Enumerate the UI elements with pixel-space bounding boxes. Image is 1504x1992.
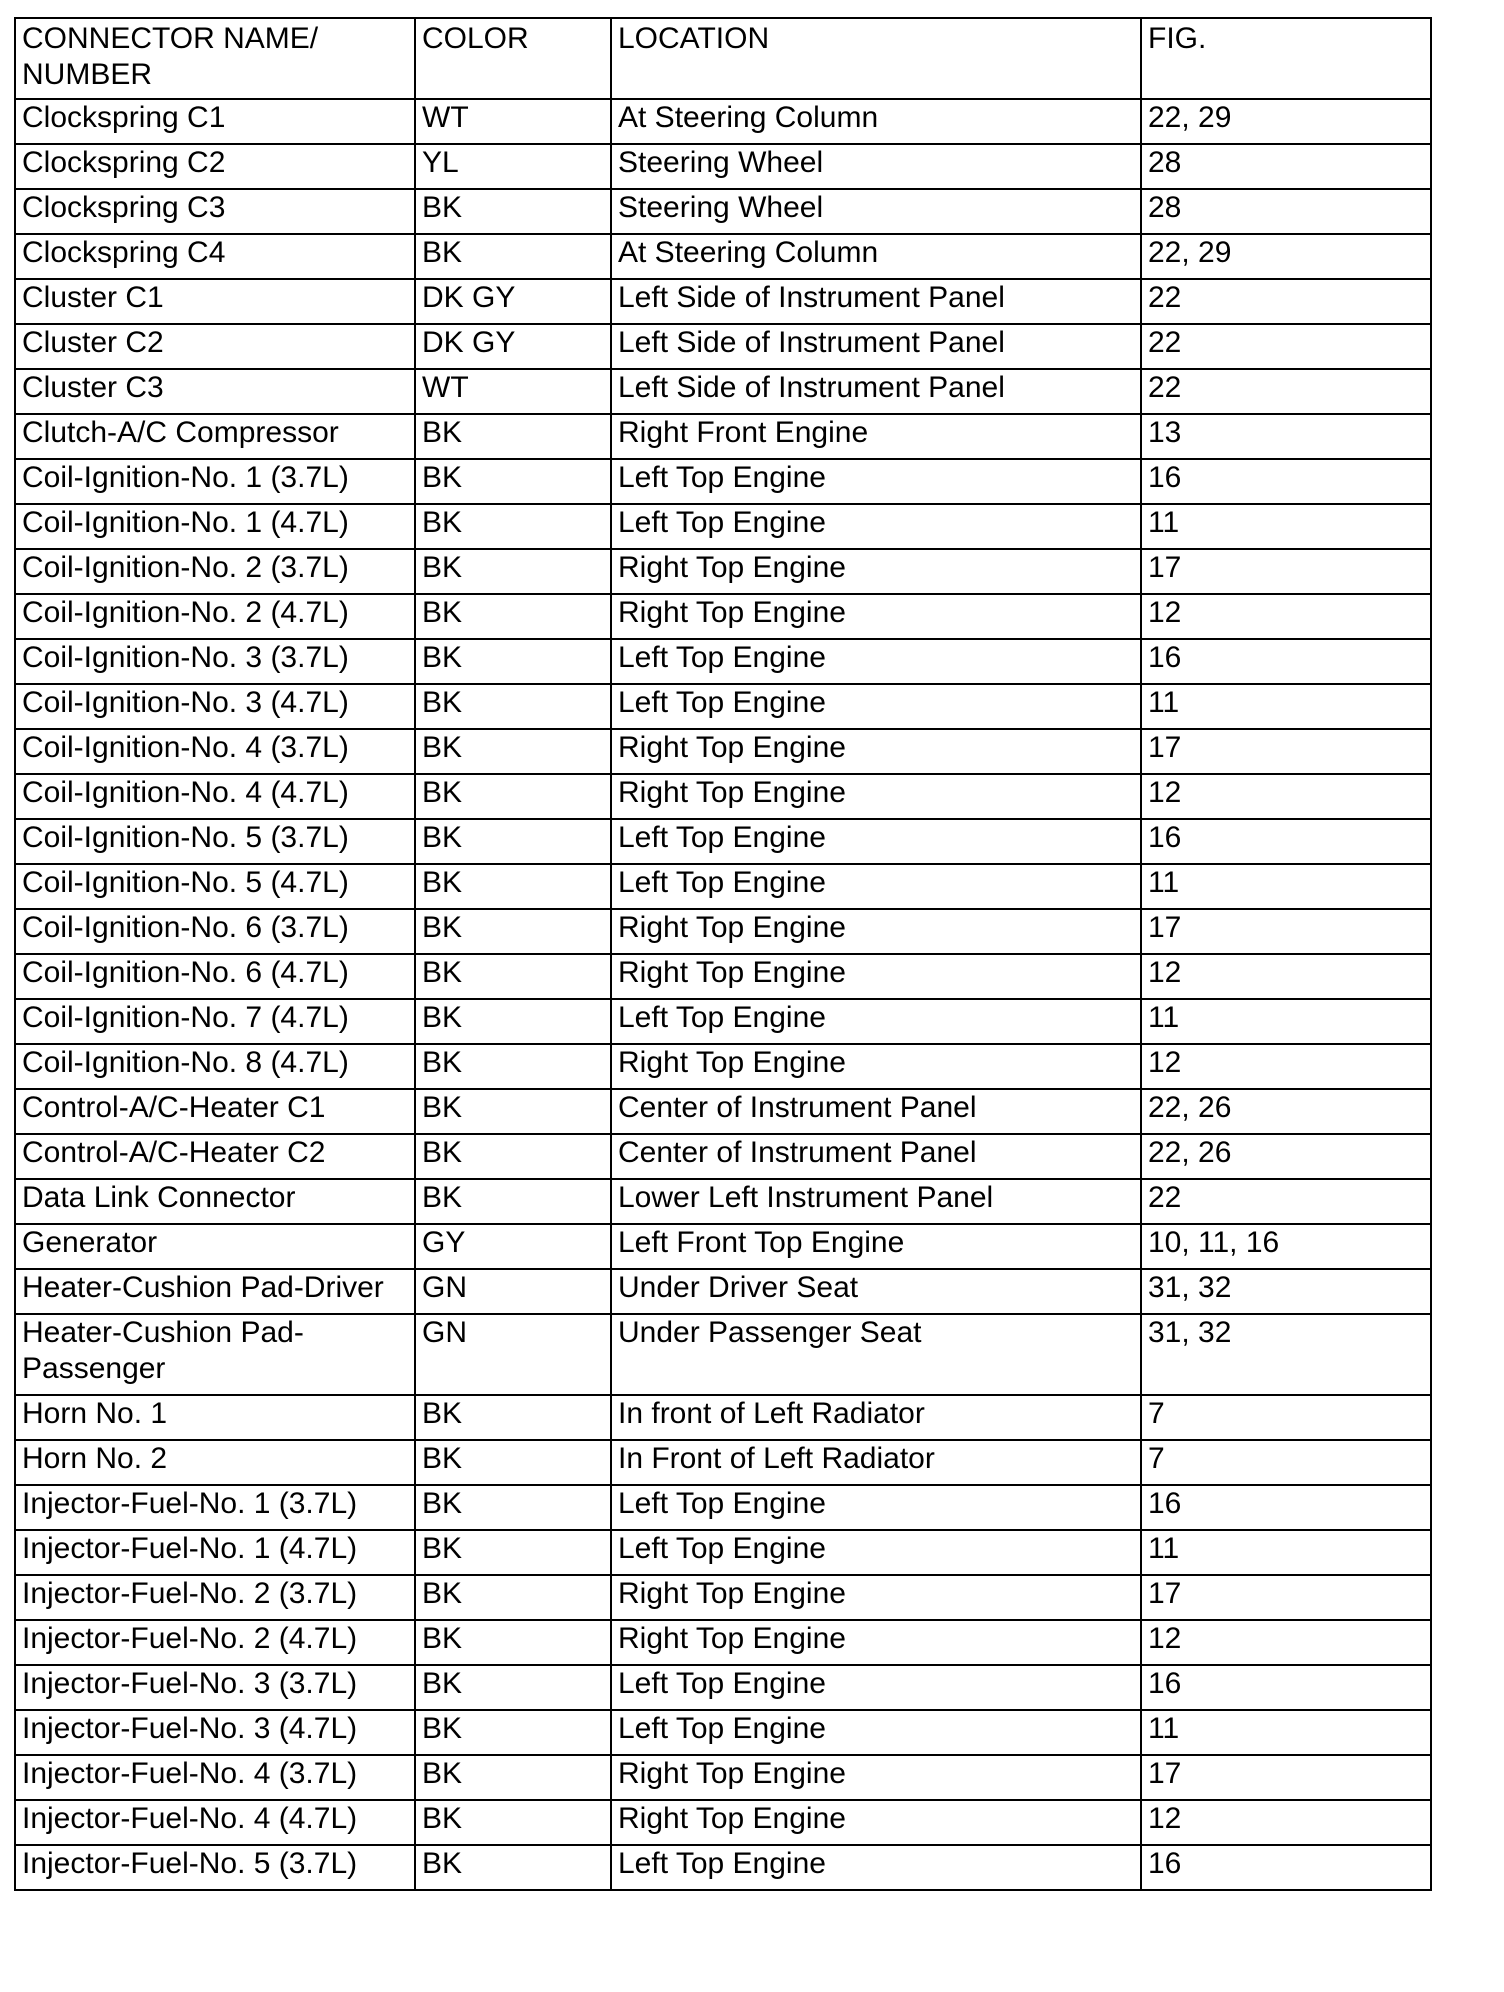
table-row: [15, 1485, 1431, 1530]
cell-fig: 12: [1141, 1800, 1431, 1845]
cell-connector-name: Horn No. 2: [15, 1440, 415, 1485]
cell-connector-name: Injector-Fuel-No. 3 (3.7L): [15, 1665, 415, 1710]
cell-connector-name: Horn No. 1: [15, 1395, 415, 1440]
table-row: [15, 1800, 1431, 1845]
table-row: [15, 414, 1431, 459]
table-row: [15, 234, 1431, 279]
cell-connector-name: Clockspring C1: [15, 99, 415, 144]
cell-location: Right Top Engine: [611, 909, 1141, 954]
table-row: [15, 1665, 1431, 1710]
cell-location: Right Top Engine: [611, 1575, 1141, 1620]
cell-fig: 17: [1141, 1575, 1431, 1620]
cell-fig: 7: [1141, 1440, 1431, 1485]
cell-color: GN: [415, 1314, 611, 1395]
cell-color: YL: [415, 144, 611, 189]
cell-location: Under Driver Seat: [611, 1269, 1141, 1314]
cell-fig: 11: [1141, 999, 1431, 1044]
cell-fig: 7: [1141, 1395, 1431, 1440]
cell-connector-name: Injector-Fuel-No. 1 (4.7L): [15, 1530, 415, 1575]
cell-location: At Steering Column: [611, 234, 1141, 279]
cell-connector-name: Control-A/C-Heater C1: [15, 1089, 415, 1134]
cell-color: GY: [415, 1224, 611, 1269]
table-header-row: [15, 18, 1431, 99]
cell-connector-name: Heater-Cushion Pad- Passenger: [15, 1314, 415, 1395]
cell-color: BK: [415, 189, 611, 234]
connector-table-document: [14, 17, 1432, 1891]
cell-connector-name: Cluster C1: [15, 279, 415, 324]
cell-color: BK: [415, 504, 611, 549]
cell-connector-name: Coil-Ignition-No. 5 (4.7L): [15, 864, 415, 909]
cell-color: BK: [415, 1845, 611, 1890]
cell-fig: 22: [1141, 279, 1431, 324]
cell-color: BK: [415, 594, 611, 639]
table-row: [15, 1044, 1431, 1089]
cell-connector-name: Clutch-A/C Compressor: [15, 414, 415, 459]
table-row: [15, 909, 1431, 954]
table-row: [15, 1089, 1431, 1134]
cell-fig: 11: [1141, 684, 1431, 729]
cell-connector-name: Coil-Ignition-No. 4 (4.7L): [15, 774, 415, 819]
cell-color: BK: [415, 954, 611, 999]
cell-connector-name: Clockspring C3: [15, 189, 415, 234]
header-connector-name: [15, 18, 415, 99]
cell-fig: 17: [1141, 909, 1431, 954]
cell-location: Right Top Engine: [611, 954, 1141, 999]
cell-connector-name: Cluster C3: [15, 369, 415, 414]
cell-fig: 16: [1141, 819, 1431, 864]
table-row: [15, 549, 1431, 594]
cell-fig: 11: [1141, 1530, 1431, 1575]
cell-connector-name: Clockspring C2: [15, 144, 415, 189]
cell-color: BK: [415, 1485, 611, 1530]
cell-location: Right Top Engine: [611, 774, 1141, 819]
cell-connector-name: Data Link Connector: [15, 1179, 415, 1224]
cell-location: Left Top Engine: [611, 864, 1141, 909]
table-row: [15, 279, 1431, 324]
table-row: [15, 144, 1431, 189]
cell-color: BK: [415, 1179, 611, 1224]
cell-color: BK: [415, 459, 611, 504]
cell-location: Left Top Engine: [611, 1665, 1141, 1710]
cell-location: Steering Wheel: [611, 189, 1141, 234]
cell-fig: 31, 32: [1141, 1269, 1431, 1314]
cell-connector-name: Injector-Fuel-No. 1 (3.7L): [15, 1485, 415, 1530]
cell-fig: 12: [1141, 954, 1431, 999]
table-row: [15, 1314, 1431, 1395]
cell-connector-name: Injector-Fuel-No. 2 (4.7L): [15, 1620, 415, 1665]
cell-location: Left Top Engine: [611, 1845, 1141, 1890]
cell-fig: 17: [1141, 1755, 1431, 1800]
table-row: [15, 819, 1431, 864]
cell-location: Steering Wheel: [611, 144, 1141, 189]
table-row: [15, 324, 1431, 369]
cell-connector-name: Coil-Ignition-No. 6 (4.7L): [15, 954, 415, 999]
cell-location: Left Side of Instrument Panel: [611, 279, 1141, 324]
table-row: [15, 189, 1431, 234]
cell-location: At Steering Column: [611, 99, 1141, 144]
cell-connector-name: Coil-Ignition-No. 1 (3.7L): [15, 459, 415, 504]
cell-color: DK GY: [415, 324, 611, 369]
cell-connector-name: Cluster C2: [15, 324, 415, 369]
table-row: [15, 1134, 1431, 1179]
table-row: [15, 639, 1431, 684]
table-row: [15, 1575, 1431, 1620]
connector-location-table: [14, 17, 1432, 1891]
cell-connector-name: Coil-Ignition-No. 2 (3.7L): [15, 549, 415, 594]
cell-color: BK: [415, 1134, 611, 1179]
cell-fig: 22, 26: [1141, 1089, 1431, 1134]
cell-fig: 16: [1141, 1485, 1431, 1530]
cell-fig: 11: [1141, 504, 1431, 549]
table-row: [15, 1269, 1431, 1314]
header-fig: FIG.: [1141, 18, 1431, 99]
cell-color: BK: [415, 774, 611, 819]
cell-location: Left Top Engine: [611, 1530, 1141, 1575]
cell-fig: 28: [1141, 144, 1431, 189]
cell-location: Right Front Engine: [611, 414, 1141, 459]
cell-connector-name: Injector-Fuel-No. 3 (4.7L): [15, 1710, 415, 1755]
cell-connector-name: Heater-Cushion Pad-Driver: [15, 1269, 415, 1314]
cell-color: BK: [415, 639, 611, 684]
cell-color: GN: [415, 1269, 611, 1314]
cell-fig: 22: [1141, 369, 1431, 414]
cell-color: BK: [415, 819, 611, 864]
cell-fig: 12: [1141, 1620, 1431, 1665]
cell-fig: 17: [1141, 729, 1431, 774]
table-row: [15, 954, 1431, 999]
cell-color: BK: [415, 234, 611, 279]
cell-connector-name: Coil-Ignition-No. 5 (3.7L): [15, 819, 415, 864]
cell-color: BK: [415, 1044, 611, 1089]
cell-color: BK: [415, 414, 611, 459]
cell-fig: 22: [1141, 324, 1431, 369]
cell-fig: 31, 32: [1141, 1314, 1431, 1395]
table-row: [15, 99, 1431, 144]
cell-fig: 12: [1141, 774, 1431, 819]
cell-connector-name: Generator: [15, 1224, 415, 1269]
table-row: [15, 504, 1431, 549]
cell-connector-name: Injector-Fuel-No. 5 (3.7L): [15, 1845, 415, 1890]
table-row: [15, 369, 1431, 414]
cell-location: Left Top Engine: [611, 684, 1141, 729]
cell-fig: 12: [1141, 594, 1431, 639]
cell-color: BK: [415, 549, 611, 594]
cell-location: Left Top Engine: [611, 639, 1141, 684]
cell-fig: 22, 29: [1141, 99, 1431, 144]
table-row: [15, 774, 1431, 819]
cell-fig: 17: [1141, 549, 1431, 594]
cell-color: DK GY: [415, 279, 611, 324]
cell-fig: 11: [1141, 1710, 1431, 1755]
table-row: [15, 684, 1431, 729]
cell-color: WT: [415, 369, 611, 414]
cell-color: BK: [415, 1395, 611, 1440]
cell-connector-name: Coil-Ignition-No. 4 (3.7L): [15, 729, 415, 774]
cell-connector-name: Clockspring C4: [15, 234, 415, 279]
cell-fig: 22, 29: [1141, 234, 1431, 279]
cell-location: Left Side of Instrument Panel: [611, 369, 1141, 414]
cell-location: Left Top Engine: [611, 819, 1141, 864]
cell-color: BK: [415, 864, 611, 909]
cell-location: Left Side of Instrument Panel: [611, 324, 1141, 369]
cell-connector-name: Coil-Ignition-No. 6 (3.7L): [15, 909, 415, 954]
cell-color: BK: [415, 1620, 611, 1665]
cell-location: Right Top Engine: [611, 1620, 1141, 1665]
cell-color: BK: [415, 684, 611, 729]
cell-connector-name: Injector-Fuel-No. 4 (4.7L): [15, 1800, 415, 1845]
cell-location: Center of Instrument Panel: [611, 1089, 1141, 1134]
table-row: [15, 1710, 1431, 1755]
header-connector-name-line2: NUMBER: [22, 58, 153, 91]
cell-color: BK: [415, 1710, 611, 1755]
table-row: [15, 1845, 1431, 1890]
cell-color: BK: [415, 1575, 611, 1620]
cell-connector-name: Coil-Ignition-No. 3 (4.7L): [15, 684, 415, 729]
cell-color: BK: [415, 1440, 611, 1485]
cell-connector-name: Coil-Ignition-No. 3 (3.7L): [15, 639, 415, 684]
cell-color: BK: [415, 909, 611, 954]
cell-location: Left Top Engine: [611, 1485, 1141, 1530]
header-color: COLOR: [415, 18, 611, 99]
cell-fig: 16: [1141, 459, 1431, 504]
cell-fig: 28: [1141, 189, 1431, 234]
cell-location: Right Top Engine: [611, 594, 1141, 639]
cell-fig: 10, 11, 16: [1141, 1224, 1431, 1269]
cell-color: BK: [415, 1755, 611, 1800]
cell-color: WT: [415, 99, 611, 144]
header-location: LOCATION: [611, 18, 1141, 99]
cell-connector-name: Coil-Ignition-No. 2 (4.7L): [15, 594, 415, 639]
cell-fig: 12: [1141, 1044, 1431, 1089]
cell-fig: 16: [1141, 639, 1431, 684]
table-row: [15, 1179, 1431, 1224]
header-connector-name-line1: CONNECTOR NAME/: [22, 22, 319, 55]
cell-fig: 13: [1141, 414, 1431, 459]
cell-location: Left Top Engine: [611, 1710, 1141, 1755]
cell-color: BK: [415, 1800, 611, 1845]
table-row: [15, 594, 1431, 639]
cell-connector-name: Coil-Ignition-No. 8 (4.7L): [15, 1044, 415, 1089]
cell-location: In Front of Left Radiator: [611, 1440, 1141, 1485]
cell-fig: 16: [1141, 1845, 1431, 1890]
cell-location: Right Top Engine: [611, 729, 1141, 774]
cell-location: Left Top Engine: [611, 459, 1141, 504]
table-row: [15, 459, 1431, 504]
cell-connector-name: Injector-Fuel-No. 4 (3.7L): [15, 1755, 415, 1800]
cell-fig: 22, 26: [1141, 1134, 1431, 1179]
cell-color: BK: [415, 729, 611, 774]
cell-location: Lower Left Instrument Panel: [611, 1179, 1141, 1224]
cell-location: Left Top Engine: [611, 999, 1141, 1044]
table-row: [15, 864, 1431, 909]
cell-fig: 16: [1141, 1665, 1431, 1710]
cell-location: Right Top Engine: [611, 1044, 1141, 1089]
table-row: [15, 1620, 1431, 1665]
table-row: [15, 1224, 1431, 1269]
cell-connector-name: Injector-Fuel-No. 2 (3.7L): [15, 1575, 415, 1620]
cell-location: Right Top Engine: [611, 1755, 1141, 1800]
cell-location: Center of Instrument Panel: [611, 1134, 1141, 1179]
table-row: [15, 729, 1431, 774]
cell-color: BK: [415, 1089, 611, 1134]
cell-connector-name: Coil-Ignition-No. 1 (4.7L): [15, 504, 415, 549]
table-row: [15, 1755, 1431, 1800]
table-row: [15, 1440, 1431, 1485]
cell-color: BK: [415, 1665, 611, 1710]
cell-connector-name: Control-A/C-Heater C2: [15, 1134, 415, 1179]
cell-location: Left Top Engine: [611, 504, 1141, 549]
cell-fig: 11: [1141, 864, 1431, 909]
cell-location: Right Top Engine: [611, 549, 1141, 594]
cell-connector-name: Coil-Ignition-No. 7 (4.7L): [15, 999, 415, 1044]
cell-color: BK: [415, 999, 611, 1044]
table-body: [15, 99, 1431, 1890]
cell-fig: 22: [1141, 1179, 1431, 1224]
cell-location: In front of Left Radiator: [611, 1395, 1141, 1440]
cell-location: Under Passenger Seat: [611, 1314, 1141, 1395]
table-row: [15, 999, 1431, 1044]
table-row: [15, 1395, 1431, 1440]
cell-color: BK: [415, 1530, 611, 1575]
table-row: [15, 1530, 1431, 1575]
cell-location: Right Top Engine: [611, 1800, 1141, 1845]
cell-location: Left Front Top Engine: [611, 1224, 1141, 1269]
